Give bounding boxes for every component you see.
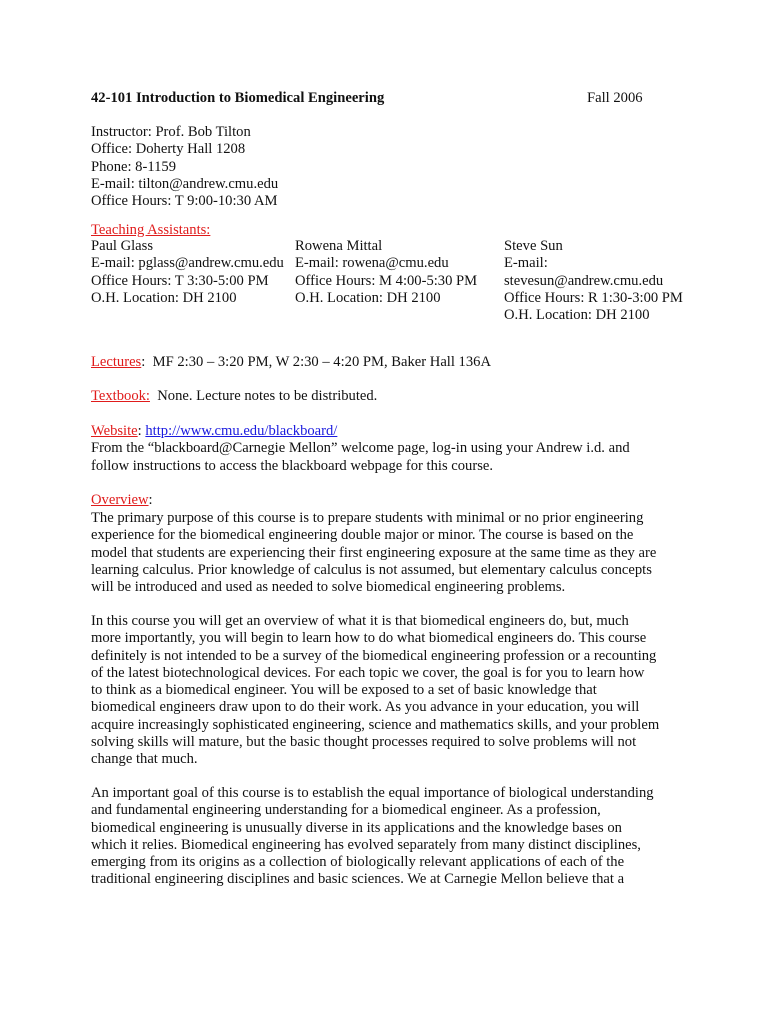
textbook-row: [91, 388, 377, 405]
paragraph-line: traditional engineering disciplines and basic sciences. We at Carnegie Mellon believe that a: [91, 871, 625, 888]
paragraph-line: model that students are experiencing their first engineering exposure at the same time as they are: [91, 544, 657, 561]
overview-paragraph-1: [91, 510, 656, 596]
instructor-name: Instructor: Prof. Bob Tilton: [91, 124, 251, 140]
ta-office-hours: Office Hours: M 4:00-5:30 PM: [295, 272, 478, 289]
textbook-label: Textbook:: [91, 388, 150, 404]
overview-colon: :: [148, 492, 153, 508]
website-instructions-line: From the “blackboard@Carnegie Mellon” welcome page, log-in using your Andrew i.d. and: [91, 440, 630, 457]
ta-rowena-mittal: [295, 238, 477, 307]
paragraph-line: definitely is not intended to be a survey of the biomedical engineering profession or a recounting: [91, 647, 657, 664]
paragraph-line: more importantly, you will begin to learn how to do what biomedical engineers do. This course: [91, 630, 647, 647]
ta-email: stevesun@andrew.cmu.edu: [504, 272, 664, 289]
paragraph-line: In this course you will get an overview of what it is that biomedical engineers do, but, much: [91, 613, 629, 629]
instructor-phone: Phone: 8-1159: [91, 158, 176, 175]
website-row: [91, 423, 630, 440]
lectures-row: [91, 354, 491, 371]
instructor-email: E-mail: tilton@andrew.cmu.edu: [91, 175, 279, 192]
instructor-block: [91, 124, 278, 210]
course-term: Fall 2006: [587, 90, 643, 106]
paragraph-line: emerging from its origins as a collection of biologically relevant applications of each of the: [91, 854, 625, 871]
paragraph-line: biomedical engineering is unusually diverse in its applications and the knowledge bases on: [91, 819, 622, 836]
instructor-office: Office: Doherty Hall 1208: [91, 141, 246, 158]
lectures-colon: :: [141, 354, 146, 370]
paragraph-line: experience for the biomedical engineering double major or minor. The course is based on the: [91, 527, 634, 544]
website-label: Website: [91, 423, 138, 439]
ta-location: O.H. Location: DH 2100: [295, 289, 441, 306]
paragraph-line: The primary purpose of this course is to prepare students with minimal or no prior engineering: [91, 510, 644, 526]
lectures-text: MF 2:30 – 3:20 PM, W 2:30 – 4:20 PM, Baker Hall 136A: [152, 354, 491, 370]
paragraph-line: biomedical engineers draw upon to do their work. As you advance in your education, you will: [91, 699, 640, 716]
ta-name: Paul Glass: [91, 238, 154, 254]
overview-label: Overview: [91, 492, 149, 508]
ta-office-hours: Office Hours: R 1:30-3:00 PM: [504, 289, 683, 306]
website-section: [91, 423, 630, 475]
paragraph-line: will be introduced and used as needed to solve biomedical engineering problems.: [91, 579, 566, 596]
overview-heading: [91, 492, 153, 509]
lectures-label: Lectures: [91, 354, 142, 370]
website-instructions-line: follow instructions to access the blackboard webpage for this course.: [91, 457, 494, 474]
ta-heading: Teaching Assistants:: [91, 222, 211, 238]
ta-name: Rowena Mittal: [295, 238, 383, 254]
paragraph-line: change that much.: [91, 751, 198, 768]
paragraph-line: and fundamental engineering understanding for a biomedical engineer. As a profession,: [91, 802, 601, 819]
course-title: 42-101 Introduction to Biomedical Engineering: [91, 90, 385, 106]
overview-paragraph-3: [91, 785, 654, 889]
paragraph-line: learning calculus. Prior knowledge of calculus is not assumed, but elementary calculus concepts: [91, 561, 652, 578]
ta-location: O.H. Location: DH 2100: [504, 307, 650, 324]
instructor-office-hours: Office Hours: T 9:00-10:30 AM: [91, 193, 278, 210]
website-colon: :: [137, 423, 142, 439]
ta-steve-sun: [504, 238, 683, 324]
overview-paragraph-2: [91, 613, 659, 769]
paragraph-line: solving skills will mature, but the basic thought processes required to solve problems will not: [91, 734, 637, 751]
ta-office-hours: Office Hours: T 3:30-5:00 PM: [91, 272, 269, 289]
ta-paul-glass: [91, 238, 284, 307]
ta-email: E-mail: pglass@andrew.cmu.edu: [91, 255, 284, 272]
ta-email-label: E-mail:: [504, 255, 548, 272]
paragraph-line: to think as a biomedical engineer. You will be exposed to a set of basic knowledge that: [91, 682, 597, 699]
website-link[interactable]: http://www.cmu.edu/blackboard/: [145, 423, 338, 439]
paragraph-line: acquire increasingly sophisticated engineering, science and mathematics skills, and your problem: [91, 716, 660, 733]
paragraph-line: which it relies. Biomedical engineering has evolved separately from many distinct disciplines,: [91, 836, 641, 853]
ta-location: O.H. Location: DH 2100: [91, 289, 237, 306]
ta-email: E-mail: rowena@cmu.edu: [295, 255, 449, 272]
ta-name: Steve Sun: [504, 238, 563, 254]
paragraph-line: of the latest biotechnological devices. For each topic we cover, the goal is for you to learn how: [91, 664, 645, 681]
paragraph-line: An important goal of this course is to establish the equal importance of biological understanding: [91, 785, 654, 801]
textbook-text: None. Lecture notes to be distributed.: [157, 388, 378, 404]
